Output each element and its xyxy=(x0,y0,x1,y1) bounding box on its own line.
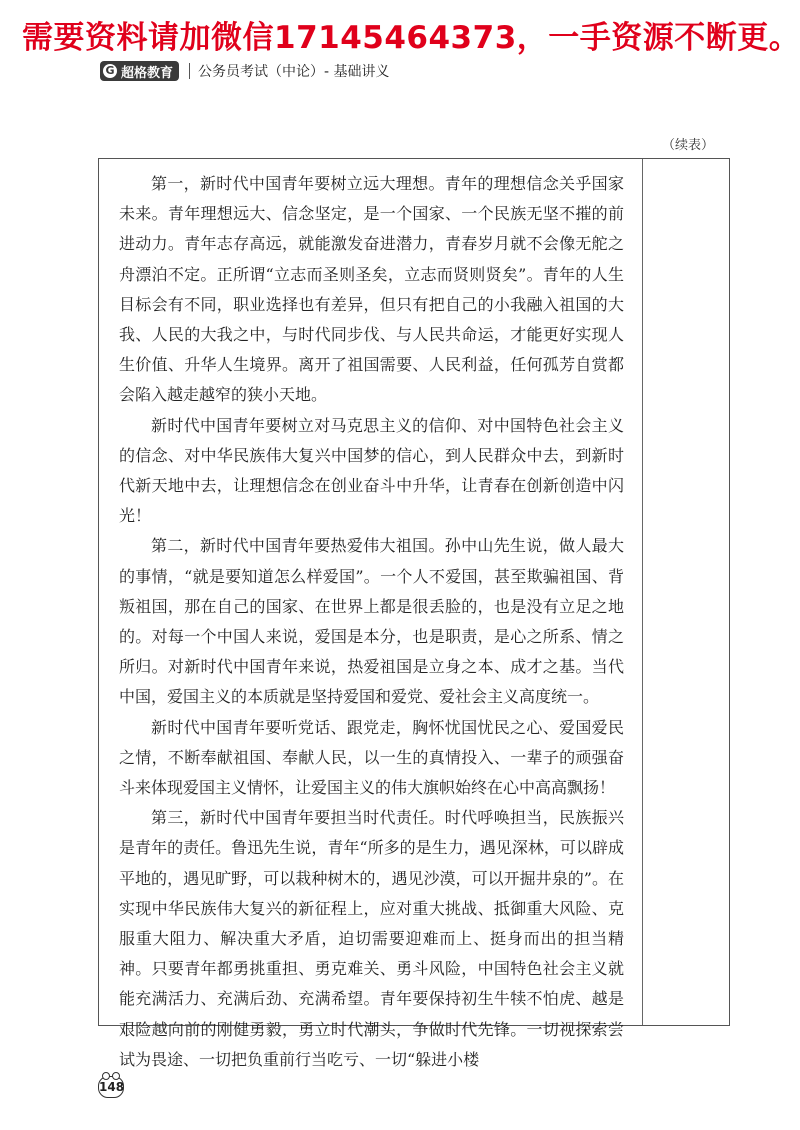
page-header xyxy=(100,60,390,82)
g-circle-icon: G xyxy=(103,64,117,78)
logo-text: 超格教育 xyxy=(121,65,174,81)
page-number: 148 xyxy=(98,1076,124,1098)
paragraph: 第一，新时代中国青年要树立远大理想。青年的理想信念关乎国家未来。青年理想远大、信念坚定，是一个国家、一个民族无坚不摧的前进动力。青年志存高远，就能激发奋进潜力，青春岁月就不会像无舵之舟漂泊不定。正所谓“立志而圣则圣矣，立志而贤则贤矣”。青年的人生目标会有不同，职业选择也有差异，但只有把自己的小我融入祖国的大我、人民的大我之中，与时代同步伐、与人民共命运，才能更好实现人生价值、升华人生境界。离开了祖国需要、人民利益，任何孤芳自赏都会陷入越走越窄的狭小天地。 xyxy=(119,174,624,405)
header-divider xyxy=(189,63,190,79)
content-table xyxy=(98,158,730,1069)
paragraph: 第二，新时代中国青年要热爱伟大祖国。孙中山先生说，做人最大的事情，“就是要知道怎么样爱国”。一个人不爱国，甚至欺骗祖国、背叛祖国，那在自己的国家、在世界上都是很丢脸的，也是没有立足之地的。对每一个中国人来说，爱国是本分，也是职责，是心之所系、情之所归。对新时代中国青年来说，热爱祖国是立身之本、成才之基。当代中国，爱国主义的本质就是坚持爱国和爱党、爱社会主义高度统一。 xyxy=(119,536,624,707)
promo-banner: 需要资料请加微信17145464373，一手资源不断更。 xyxy=(22,20,800,56)
table-cell-text xyxy=(119,169,624,1075)
header-title: 公务员考试（中论）- 基础讲义 xyxy=(198,64,390,80)
continued-label: （续表） xyxy=(662,138,715,153)
paragraph: 新时代中国青年要听党话、跟党走，胸怀忧国忧民之心、爱国爱民之情，不断奉献祖国、奉献人民，以一生的真情投入、一辈子的顽强奋斗来体现爱国主义情怀，让爱国主义的伟大旗帜始终在心中高高飘扬！ xyxy=(119,717,624,798)
column-divider xyxy=(642,159,643,1025)
brand-logo xyxy=(100,61,179,81)
paragraph: 第三，新时代中国青年要担当时代责任。时代呼唤担当，民族振兴是青年的责任。鲁迅先生说，青年“所多的是生力，遇见深林，可以辟成平地的，遇见旷野，可以栽种树木的，遇见沙漠，可以开掘井泉的”。在实现中华民族伟大复兴的新征程上，应对重大挑战、抵御重大风险、克服重大阻力、解决重大矛盾，迫切需要迎难而上、挺身而出的担当精神。只要青年都勇挑重担、勇克难关、勇斗风险，中国特色社会主义就能充满活力、充满后劲、充满希望。青年要保持初生牛犊不怕虎、越是艰险越向前的刚健勇毅，勇立时代潮头，争做时代先锋。一切视探索尝试为畏途、一切把负重前行当吃亏、一切“躲进小楼 xyxy=(119,808,624,1069)
paragraph: 新时代中国青年要树立对马克思主义的信仰、对中国特色社会主义的信念、对中华民族伟大复兴中国梦的信心，到人民群众中去，到新时代新天地中去，让理想信念在创业奋斗中升华，让青春在创新创造中闪光！ xyxy=(119,415,624,526)
